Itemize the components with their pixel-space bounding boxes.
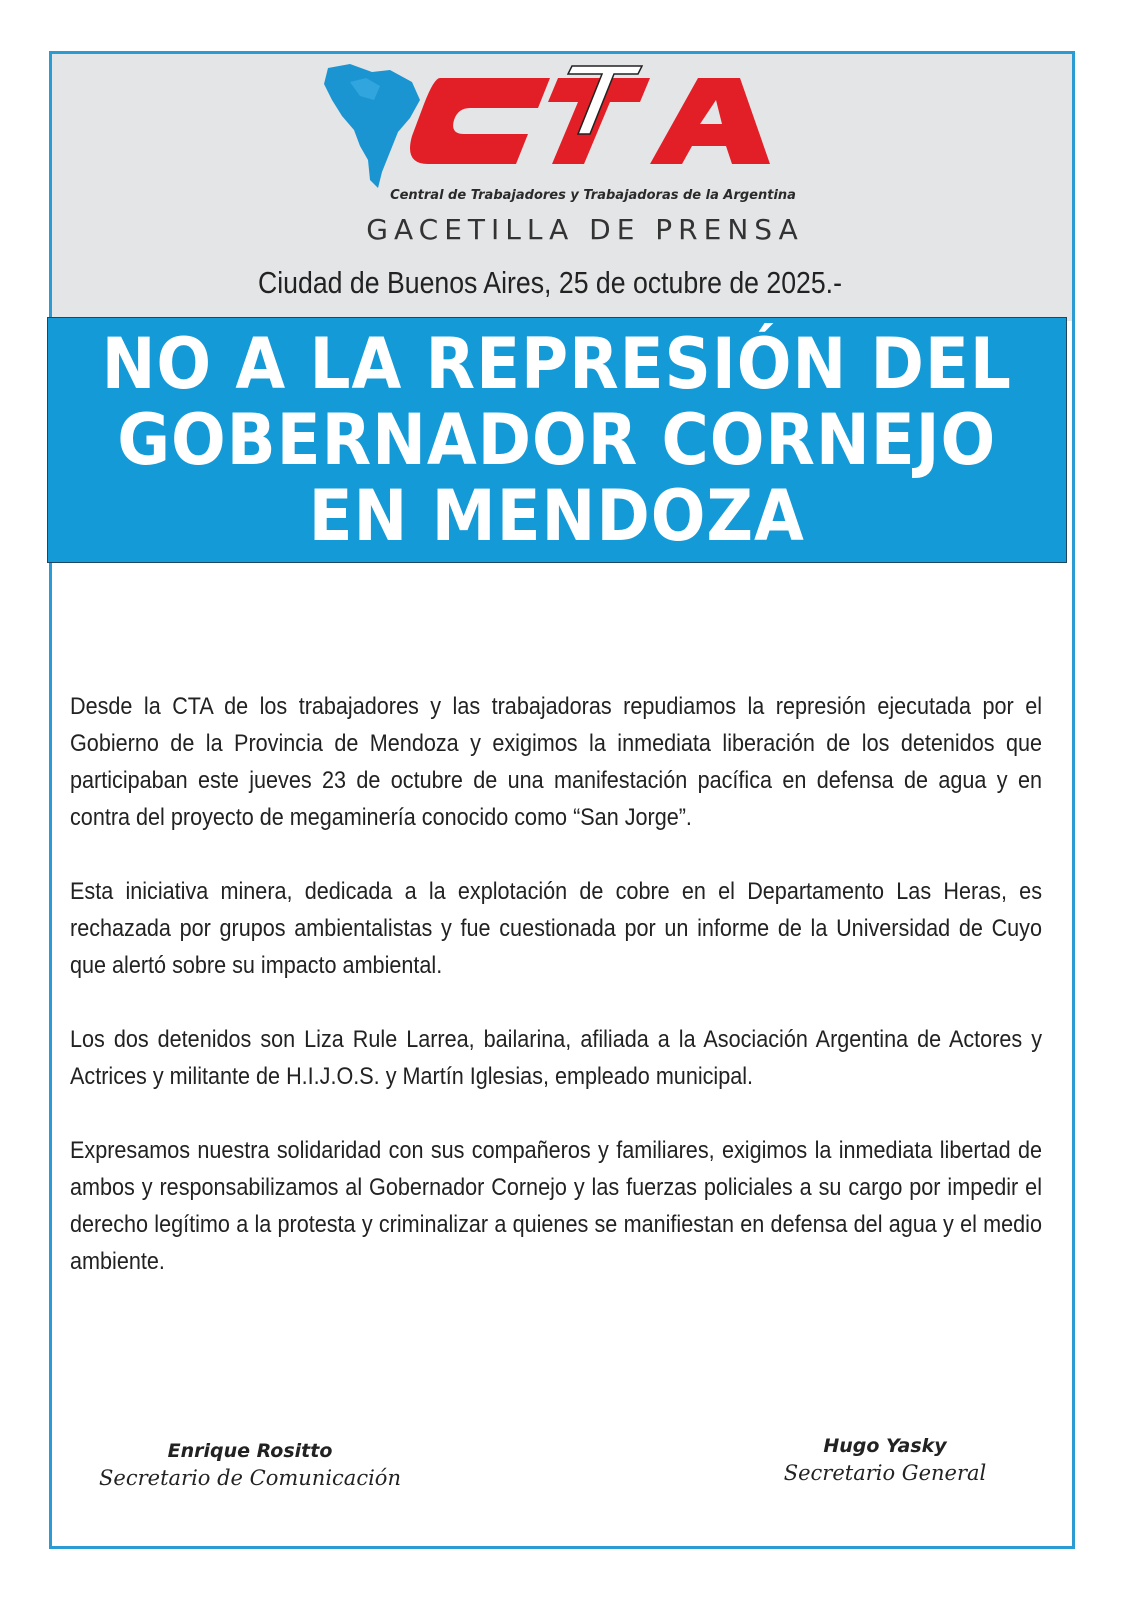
press-body <box>70 688 1042 1317</box>
signatory-role: Secretario de Comunicación <box>99 1466 401 1490</box>
cta-logo <box>320 60 800 190</box>
paragraph-1: Desde la CTA de los trabajadores y las trabajadoras repudiamos la represión ejecutada por el Gobierno de la Provincia de Mendoza y exigimos la inmediata liberación de los detenidos que participaban este jueves 23 de octubre de una manifestación pacífica en defensa de agua y en contra del proyecto de megaminería conocido como “San Jorge”. <box>70 693 1042 831</box>
signature-right <box>770 1435 1000 1485</box>
headline <box>48 318 1066 562</box>
headline-line-1: NO A LA REPRESIÓN DEL <box>101 323 1013 405</box>
headline-banner <box>47 317 1067 563</box>
date-line: Ciudad de Buenos Aires, 25 de octubre de 2025.- <box>258 265 842 300</box>
signatory-role: Secretario General <box>783 1461 987 1485</box>
signatory-name: Hugo Yasky <box>823 1435 947 1457</box>
org-name: Central de Trabajadores y Trabajadoras de la Argentina <box>390 188 796 203</box>
headline-line-3: EN MENDOZA <box>308 475 806 557</box>
headline-line-2: GOBERNADOR CORNEJO <box>117 399 997 481</box>
signature-left <box>90 1440 410 1490</box>
paragraph-4: Expresamos nuestra solidaridad con sus compañeros y familiares, exigimos la inmediata libertad de ambos y responsabilizamos al Gobernador Cornejo y las fuerzas policiales a su cargo por impedir el derecho legítimo a la protesta y criminalizar a quienes se manifiestan en defensa del agua y el medio ambiente. <box>70 1137 1042 1275</box>
paragraph-3: Los dos detenidos son Liza Rule Larrea, bailarina, afiliada a la Asociación Argentina de Actores y Actrices y militante de H.I.J.O.S. y Martín Iglesias, empleado municipal. <box>70 1026 1042 1090</box>
paragraph-2: Esta iniciativa minera, dedicada a la explotación de cobre en el Departamento Las Heras, es rechazada por grupos ambientalistas y fue cuestionada por un informe de la Universidad de Cuyo que alertó sobre su impacto ambiental. <box>70 878 1042 979</box>
document-type: GACETILLA DE PRENSA <box>366 213 804 246</box>
signatory-name: Enrique Rositto <box>167 1440 333 1462</box>
